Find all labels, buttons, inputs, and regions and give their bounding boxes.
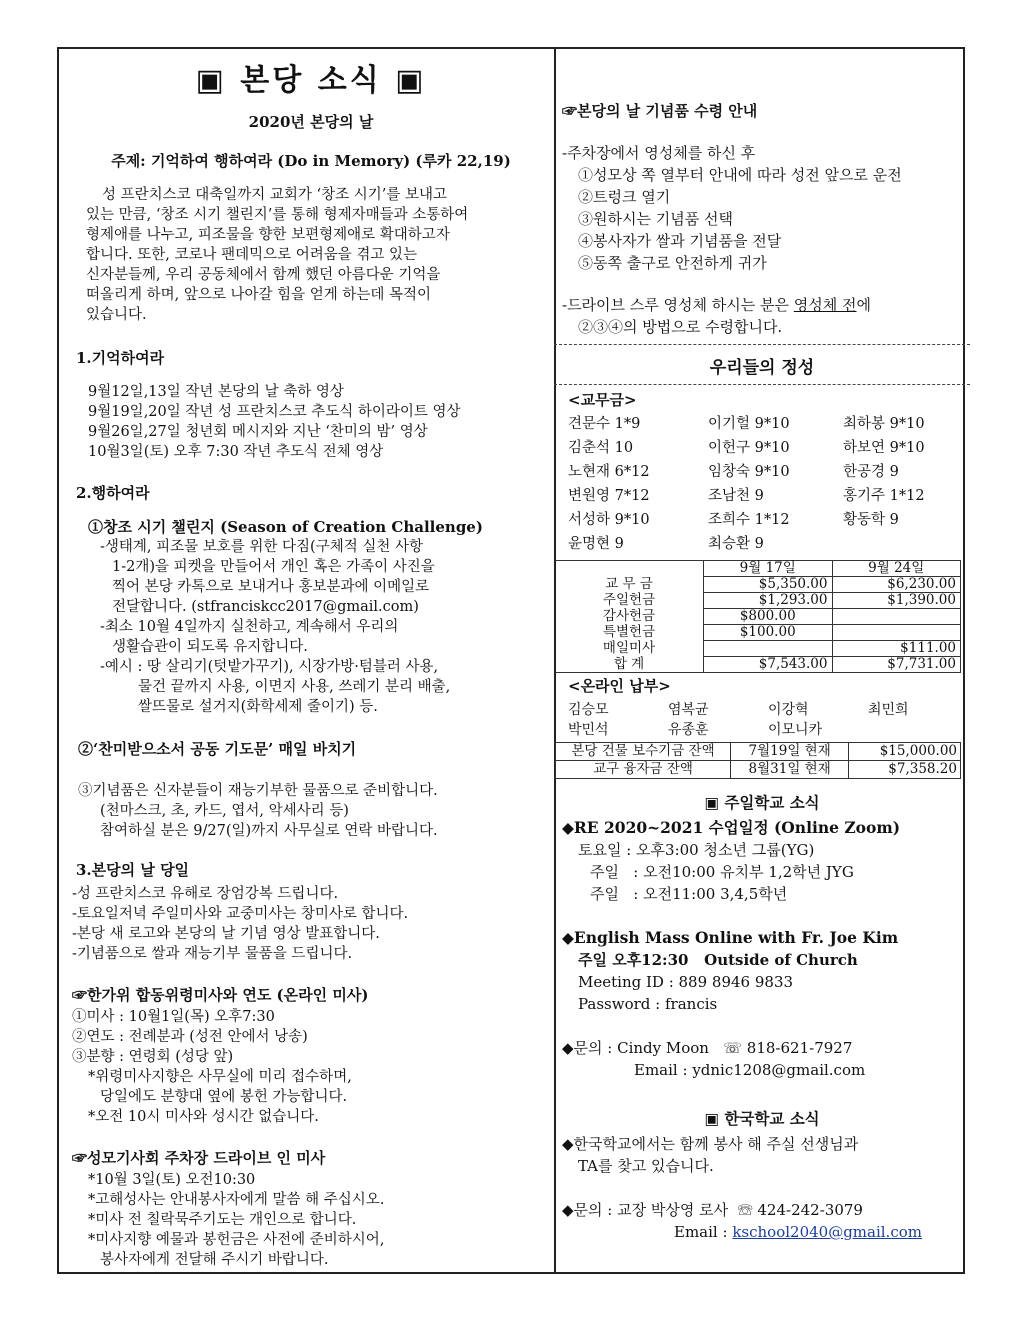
section-heading-do: 2.행하여라	[76, 484, 150, 502]
finance-value: $5,350.00	[704, 577, 833, 593]
finance-value: $6,230.00	[832, 577, 961, 593]
korean-school-heading: ▣ 한국학교 소식	[704, 1109, 820, 1128]
list-item: 9월19일,20일 작년 성 프란치스코 추도식 하이라이트 영상	[88, 404, 461, 420]
tithe-entry: 견문수 1*9	[568, 416, 641, 432]
table-row	[555, 593, 961, 609]
list-item: -성 프란치스코 유해로 장엄강복 드립니다.	[72, 886, 339, 902]
drive-underlined: 영성체 전	[793, 296, 857, 314]
section-heading-day: 3.본당의 날 당일	[76, 861, 190, 879]
gift-step: ③원하시는 기념품 선택	[578, 210, 733, 228]
list-item: -예시 : 땅 살리기(텃밭가꾸기), 시장가방·텀블러 사용,	[100, 659, 439, 675]
online-donor: 최민희	[868, 702, 909, 718]
intro-paragraph	[72, 185, 550, 325]
finance-value	[704, 641, 833, 657]
table-row	[555, 609, 961, 625]
balance-date: 7월19일 현재	[731, 743, 849, 761]
re-title: ◆RE 2020~2021 수업일정 (Online Zoom)	[562, 818, 901, 837]
challenge-title: ①창조 시기 챌린지 (Season of Creation Challenge)	[88, 518, 483, 536]
day-list	[72, 884, 550, 964]
page-title: ▣ 본당 소식 ▣	[195, 63, 427, 98]
list-item: 전달합니다. (stfranciskcc2017@gmail.com)	[112, 599, 419, 615]
table-row	[555, 625, 961, 641]
challenge-details	[72, 537, 550, 717]
meeting-id: Meeting ID : 889 8946 9833	[578, 973, 794, 991]
tithe-entry: 노현재 6*12	[568, 464, 650, 480]
sunday-school-heading: ▣ 주일학교 소식	[704, 793, 820, 812]
english-mass-time: 주일 오후12:30 Outside of Church	[578, 951, 858, 969]
intro-line: 합니다. 또한, 코로나 팬데믹으로 어려움을 겪고 있는	[86, 247, 418, 263]
subtitle: 2020년 본당의 날	[248, 113, 374, 131]
section-divider	[554, 344, 970, 345]
korean-school-line: TA를 찾고 있습니다.	[578, 1157, 714, 1175]
contact-email[interactable]: ydnic1208@gmail.com	[692, 1061, 866, 1079]
gift-step: ①성모상 쪽 열부터 안내에 따라 성전 앞으로 운전	[578, 166, 902, 184]
tithe-entry: 한공경 9	[843, 464, 899, 480]
list-item: ③기념품은 신자분들이 재능기부한 물품으로 준비합니다.	[78, 783, 438, 799]
intro-line: 떠올리게 하며, 앞으로 나아갈 힘을 얻게 하는데 목적이	[86, 287, 432, 303]
online-donor	[862, 720, 962, 740]
list-item: 찍어 본당 카톡으로 보내거나 홍보분과에 이메일로	[112, 579, 430, 595]
online-donor: 유종훈	[668, 722, 709, 738]
tithe-entry: 조남천 9	[708, 488, 764, 504]
online-donor: 이모니카	[768, 722, 823, 738]
intro-line: 있습니다.	[86, 307, 147, 323]
email-label: Email :	[674, 1223, 733, 1241]
tithe-entry: 변원영 7*12	[568, 488, 650, 504]
finance-label: 주일헌금	[555, 593, 704, 609]
section-heading-memorial: ☞한가위 합동위령미사와 연도 (온라인 미사)	[72, 986, 369, 1004]
email-label: Email :	[634, 1061, 693, 1079]
drive-suffix: 에	[856, 296, 872, 314]
tithe-entry: 최하봉 9*10	[843, 416, 925, 432]
list-item: ①미사 : 10월1일(목) 오후7:30	[72, 1009, 275, 1025]
prayer-item: ②‘찬미받으소서 공동 기도문’ 매일 바치기	[78, 740, 357, 758]
balance-amount: $7,358.20	[849, 761, 961, 779]
memorial-list	[72, 1007, 550, 1127]
tithe-entry: 황동학 9	[843, 512, 899, 528]
list-item: 1-2개)을 피켓을 만들어서 개인 혹은 가족이 사진을	[112, 559, 435, 575]
list-item: ③분향 : 연령회 (성당 앞)	[72, 1049, 234, 1065]
list-item: -기념품으로 쌀과 재능기부 물품을 드립니다.	[72, 946, 353, 962]
finance-value	[832, 609, 961, 625]
online-heading: <온라인 납부>	[568, 677, 671, 695]
table-row	[556, 761, 961, 779]
finance-label: 특별헌금	[555, 625, 704, 641]
balance-amount: $15,000.00	[849, 743, 961, 761]
table-row	[556, 743, 961, 761]
drive-prefix: -드라이브 스루 영성체 하시는 분은	[562, 296, 794, 314]
online-donor: 이강혁	[768, 702, 809, 718]
theme-line: 주제: 기억하여 행하여라 (Do in Memory) (루카 22,19)	[111, 152, 511, 170]
tithe-list	[562, 412, 962, 556]
list-item: -최소 10월 4일까지 실천하고, 계속해서 우리의	[100, 619, 399, 635]
finance-value: $1,390.00	[832, 593, 961, 609]
right-column	[562, 100, 962, 1243]
intro-line: 신자분들께, 우리 공동체에서 함께 했던 아름다운 기억을	[86, 267, 441, 283]
list-item: -토요일저녁 주일미사와 교중미사는 창미사로 합니다.	[72, 906, 409, 922]
intro-line: 형제애를 나누고, 피조물을 향한 보편형제애로 확대하고자	[86, 227, 450, 243]
offering-heading: 우리들의 정성	[709, 358, 815, 378]
list-item: *10월 3일(토) 오전10:30	[88, 1172, 256, 1188]
re-line: 주일 : 오전11:00 3,4,5학년	[590, 885, 788, 903]
list-item: 물건 끝까지 사용, 이면지 사용, 쓰레기 분리 배출,	[138, 679, 451, 695]
balance-label: 교구 융자금 잔액	[556, 761, 731, 779]
re-line: 토요일 : 오후3:00 청소년 그룹(YG)	[578, 841, 815, 859]
contact-email-line	[562, 1221, 962, 1243]
tithe-heading: <교무금>	[568, 391, 637, 409]
online-donor: 박민석	[568, 722, 609, 738]
meeting-password: Password : francis	[578, 995, 718, 1013]
finance-value	[832, 625, 961, 641]
list-item: 봉사자에게 전달해 주시기 바랍니다.	[100, 1252, 329, 1268]
tithe-entry	[837, 532, 957, 556]
list-item: 참여하실 분은 9/27(일)까지 사무실로 연락 바랍니다.	[100, 823, 438, 839]
list-item: ②연도 : 전례분과 (성전 안에서 낭송)	[72, 1029, 308, 1045]
table-row	[555, 641, 961, 657]
gift-heading: ☞본당의 날 기념품 수령 안내	[562, 102, 758, 120]
contact-line: ◆문의 : 교장 박상영 로사 ☏ 424-242-3079	[562, 1201, 863, 1219]
list-item: *위령미사지향은 사무실에 미리 접수하며,	[88, 1069, 352, 1085]
balance-table	[555, 742, 961, 779]
section-divider	[554, 384, 970, 385]
list-item: (천마스크, 초, 카드, 엽서, 악세사리 등)	[100, 803, 349, 819]
list-item: -생태계, 피조물 보호를 위한 다짐(구체적 실천 사항	[100, 539, 423, 555]
intro-line: 있는 만큼, ‘창조 시기 챌린지’를 통해 형제자매들과 소통하여	[86, 207, 469, 223]
finance-value: $111.00	[832, 641, 961, 657]
gift-step: ⑤동쪽 출구로 안전하게 귀가	[578, 254, 767, 272]
finance-label: 교 무 금	[555, 577, 704, 593]
korean-school-line: ◆한국학교에서는 함께 봉사 해 주실 선생님과	[562, 1135, 859, 1153]
left-column	[72, 55, 550, 1270]
intro-line: 성 프란치스코 대축일까지 교회가 ‘창조 시기’를 보내고	[102, 187, 448, 203]
list-item: 쌀뜨물로 설거지(화학세제 줄이기) 등.	[138, 699, 378, 715]
finance-value: $7,543.00	[704, 657, 833, 673]
drive-through-line2: ②③④의 방법으로 수령합니다.	[578, 318, 783, 336]
list-item: *오전 10시 미사와 성시간 없습니다.	[88, 1109, 319, 1125]
list-item: 9월26일,27일 청년회 메시지와 지난 ‘찬미의 밤’ 영상	[88, 424, 428, 440]
online-donor: 김승모	[568, 702, 609, 718]
list-item: 생활습관이 되도록 유지합니다.	[112, 639, 308, 655]
list-item: -본당 새 로고와 본당의 날 기념 영상 발표합니다.	[72, 926, 380, 942]
finance-value: $7,731.00	[832, 657, 961, 673]
tithe-entry: 이기헐 9*10	[708, 416, 790, 432]
list-item: 10월3일(토) 오후 7:30 작년 추도식 전체 영상	[88, 444, 384, 460]
finance-col-1: 9월 17일	[704, 561, 833, 577]
tithe-entry: 이헌구 9*10	[708, 440, 790, 456]
gift-intro: -주차장에서 영성체를 하신 후	[562, 144, 756, 162]
tithe-entry: 조희수 1*12	[708, 512, 790, 528]
tithe-entry: 김춘석 10	[568, 440, 634, 456]
table-row	[555, 577, 961, 593]
re-line: 주일 : 오전10:00 유치부 1,2학년 JYG	[590, 863, 854, 881]
drive-in-list	[72, 1170, 550, 1270]
finance-label: 매일미사	[555, 641, 704, 657]
contact-email-link[interactable]: kschool2040@gmail.com	[732, 1223, 922, 1241]
balance-label: 본당 건물 보수기금 잔액	[556, 743, 731, 761]
section-heading-remember: 1.기억하여라	[76, 349, 165, 367]
gift-step: ②트렁크 열기	[578, 188, 671, 206]
section-heading-drive-in: ☞성모기사회 주차장 드라이브 인 미사	[72, 1149, 326, 1167]
finance-value: $1,293.00	[704, 593, 833, 609]
list-item: *미사지향 예물과 봉헌금은 사전에 준비하시어,	[88, 1232, 385, 1248]
balance-date: 8월31일 현재	[731, 761, 849, 779]
tithe-entry: 서성하 9*10	[568, 512, 650, 528]
gift-prep	[72, 781, 550, 841]
list-item: *고해성사는 안내봉사자에게 말씀 해 주십시오.	[88, 1192, 385, 1208]
finance-value: $800.00	[704, 609, 833, 625]
remember-list	[72, 382, 550, 462]
english-mass-title: ◆English Mass Online with Fr. Joe Kim	[562, 928, 899, 947]
tithe-entry: 윤명현 9	[568, 536, 624, 552]
contact-line: ◆문의 : Cindy Moon ☏ 818-621-7927	[562, 1039, 853, 1057]
finance-label: 감사헌금	[555, 609, 704, 625]
list-item: 9월12일,13일 작년 본당의 날 축하 영상	[88, 384, 344, 400]
tithe-entry: 홍기주 1*12	[843, 488, 925, 504]
gift-step: ④봉사자가 쌀과 기념품을 전달	[578, 232, 782, 250]
finance-label: 합 계	[555, 657, 704, 673]
online-list	[562, 700, 962, 740]
finance-table	[555, 560, 961, 673]
contact-email-line	[562, 1059, 962, 1081]
finance-col-2: 9월 24일	[832, 561, 961, 577]
drive-through-line	[562, 294, 962, 316]
online-donor: 염복균	[668, 702, 709, 718]
table-row	[555, 657, 961, 673]
table-row	[555, 561, 961, 577]
list-item: *미사 전 칠락묵주기도는 개인으로 합니다.	[88, 1212, 357, 1228]
finance-value: $100.00	[704, 625, 833, 641]
tithe-entry: 최승환 9	[708, 536, 764, 552]
tithe-entry: 임창숙 9*10	[708, 464, 790, 480]
list-item: 당일에도 분향대 옆에 봉헌 가능합니다.	[100, 1089, 348, 1105]
tithe-entry: 하보연 9*10	[843, 440, 925, 456]
